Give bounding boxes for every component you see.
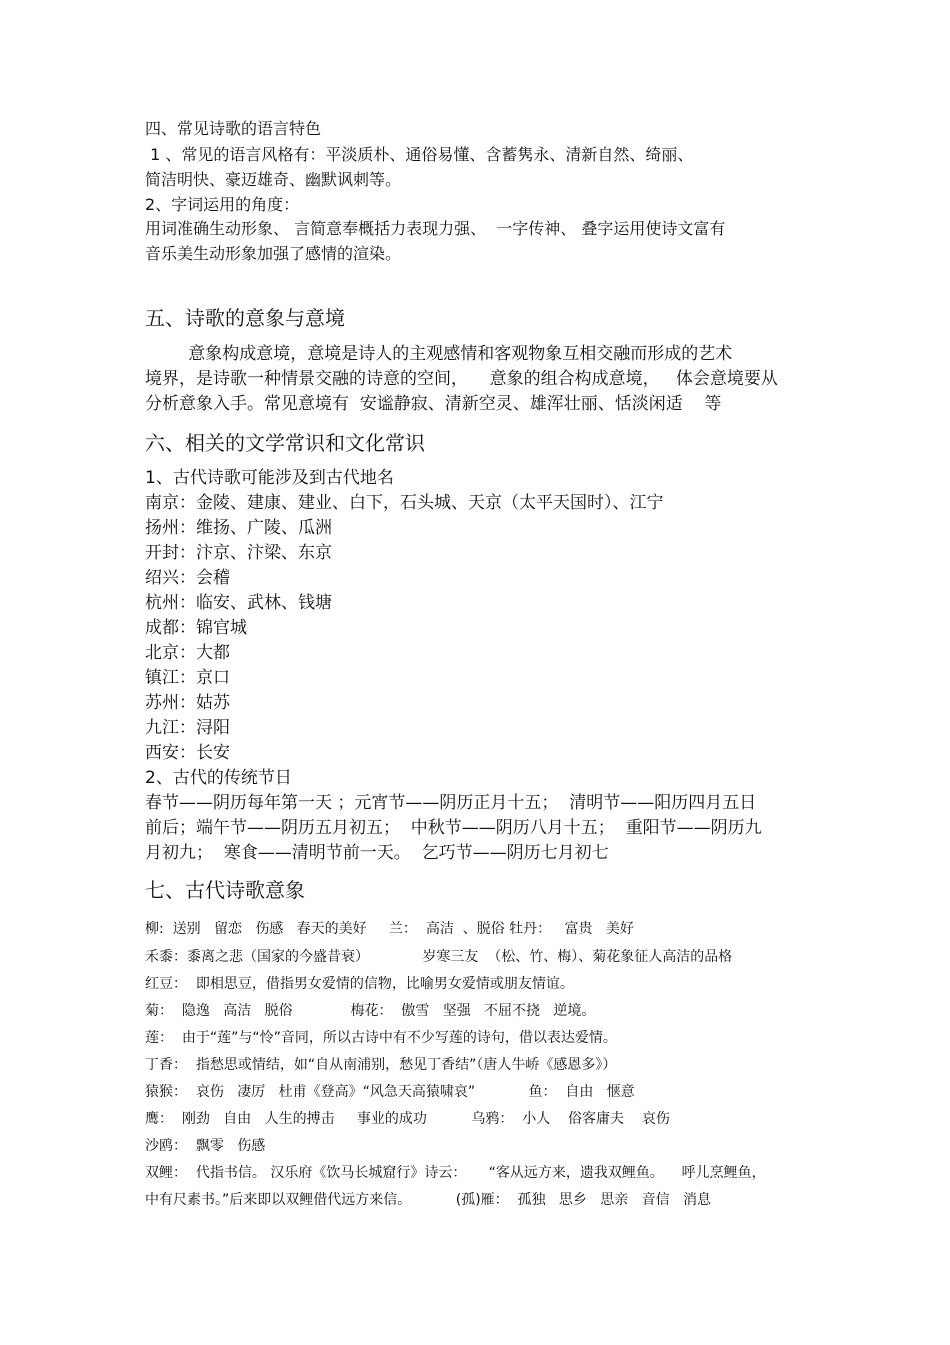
imagery-line: 禾黍：黍离之悲（国家的今盛昔衰） 岁寒三友 （松、竹、梅）、菊花象征人高洁的品格 [145,949,733,965]
section-4-item-1-line-1: 1 、常见的语言风格有：平淡质朴、通俗易懂、含蓄隽永、清新自然、绮丽、 [145,145,694,164]
imagery-line: 柳: 送别 留恋 伤感 春天的美好 兰： 高洁 、脱俗 牡丹： 富贵 美好 [145,921,634,937]
imagery-line: 莲： 由于“莲”与“怜”音同，所以古诗中有不少写莲的诗句，借以表达爱情。 [145,1030,617,1046]
place-name-line: 绍兴：会稽 [145,568,230,588]
section-4-item-2-line-1: 用词准确生动形象、 言简意奉概括力表现力强、 一字传神、 叠字运用使诗文富有 [145,219,726,238]
section-6-sub-2: 2、古代的传统节日 [145,768,292,788]
section-7-heading: 七、古代诗歌意象 [145,878,305,902]
section-4-item-2-heading: 2、字词运用的角度： [145,195,300,214]
imagery-line: 中有尺素书。”后来即以双鲤借代远方来信。 (孤)雁： 孤独 思乡 思亲 音信 消息 [145,1192,711,1208]
imagery-line: 红豆： 即相思豆，借指男女爱情的信物，比喻男女爱情或朋友情谊。 [145,976,574,992]
imagery-line: 鹰： 刚劲 自由 人生的搏击 事业的成功 乌鸦： 小人 俗客庸夫 哀伤 [145,1111,670,1127]
festival-line-2: 前后；端午节——阴历五月初五； 中秋节——阴历八月十五； 重阳节——阴历九 [145,818,762,838]
place-name-line: 镇江：京口 [145,668,230,688]
place-name-line: 杭州：临安、武林、钱塘 [145,593,332,613]
festival-line-1: 春节——阴历每年第一天 ；元宵节——阴历正月十五； 清明节——阳历四月五日 [145,793,757,813]
section-5-para-line-2: 境界，是诗歌一种情景交融的诗意的空间， 意象的组合构成意境， 体会意境要从 [145,369,778,389]
place-name-line: 南京：金陵、建康、建业、白下，石头城、天京（太平天国时）、江宁 [145,493,664,513]
imagery-line: 菊： 隐逸 高洁 脱俗 梅花： 傲雪 坚强 不屈不挠 逆境。 [145,1003,596,1019]
section-5-para-line-1: 意象构成意境，意境是诗人的主观感情和客观物象互相交融而形成的艺术 [145,344,733,364]
place-name-line: 扬州：维扬、广陵、瓜洲 [145,518,332,538]
imagery-line: 猿猴： 哀伤 凄厉 杜甫《登高》“风急天高猿啸哀” 鱼： 自由 惬意 [145,1084,635,1100]
place-name-line: 苏州：姑苏 [145,693,230,713]
imagery-line: 丁香： 指愁思或情结，如“自从南浦别，愁见丁香结”（唐人牛峤《感恩多》） [145,1057,617,1073]
section-4-item-1-line-2: 简洁明快、豪迈雄奇、幽默讽刺等。 [145,170,402,189]
place-name-line: 西安：长安 [145,743,230,763]
section-5-para-line-3: 分析意象入手。常见意境有 安谧静寂、清新空灵、雄浑壮丽、恬淡闲适 等 [145,394,722,414]
imagery-line: 双鲤： 代指书信。 汉乐府《饮马长城窟行》诗云： “客从远方来，遗我双鲤鱼。 呼儿烹鲤鱼， [145,1165,766,1181]
section-4-heading: 四、常见诗歌的语言特色 [145,119,322,138]
section-5-heading: 五、诗歌的意象与意境 [145,306,345,330]
place-name-line: 开封：汴京、汴梁、东京 [145,543,332,563]
section-4-item-2-line-2: 音乐美生动形象加强了感情的渲染。 [145,244,402,263]
place-name-line: 九江：浔阳 [145,718,230,738]
section-6-sub-1: 1、古代诗歌可能涉及到古代地名 [145,468,394,488]
imagery-line: 沙鸥： 飘零 伤感 [145,1138,266,1154]
place-name-line: 北京：大都 [145,643,230,663]
place-name-line: 成都：锦官城 [145,618,247,638]
section-6-heading: 六、相关的文学常识和文化常识 [145,431,425,455]
festival-line-3: 月初九； 寒食——清明节前一天。 乞巧节——阴历七月初七 [145,843,609,863]
